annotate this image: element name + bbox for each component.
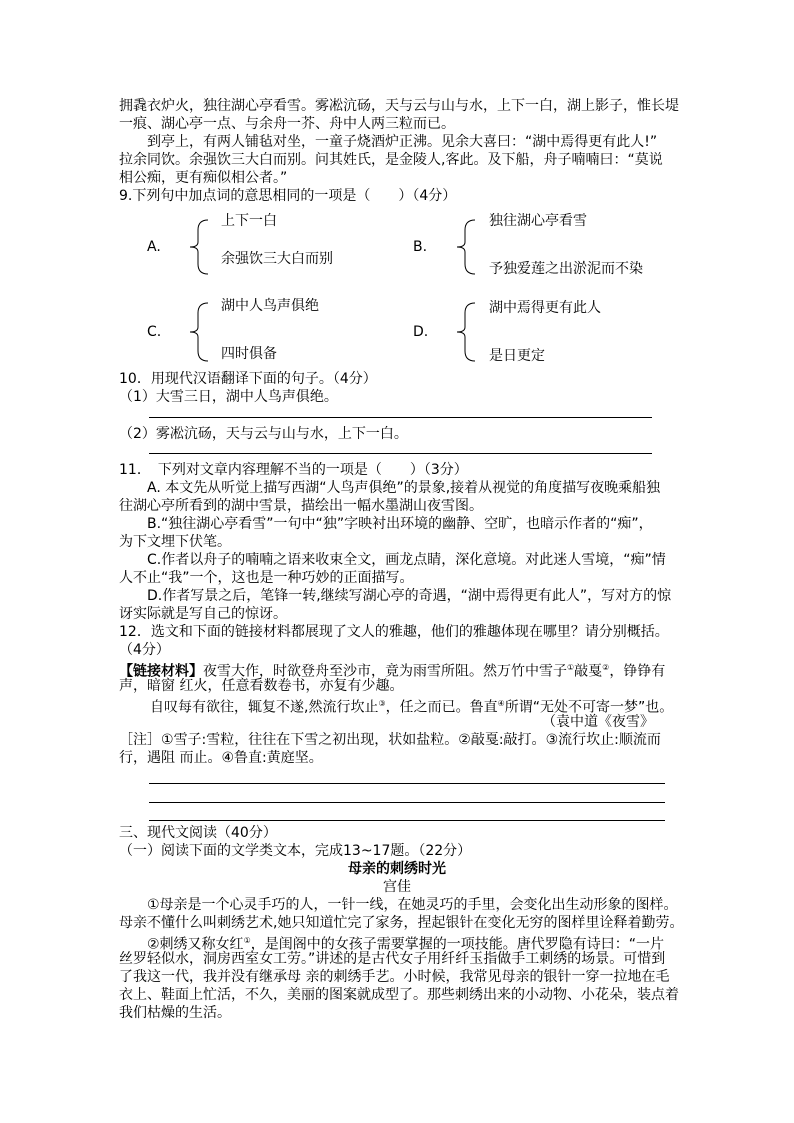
q12-material-line-2: 声，暗窗 红火，任意看数卷书，亦复有少趣。 (119, 678, 404, 694)
q11-option-d-line-2: 讶实际就是写自己的惊讶。 (119, 606, 287, 622)
brace-b (453, 218, 483, 276)
q12-stem-line-2: （4分） (119, 642, 170, 658)
q11-option-c-line-2: 人不止“我”一个，这也是一种巧妙的正面描写。 (119, 570, 414, 586)
note-marker: ② (458, 732, 471, 748)
passage-line-3: 到亭上，有两人铺毡对坐，一童子烧酒炉正沸。见余大喜曰：“湖中焉得更有此人!” (147, 134, 658, 150)
note-marker: ④ (497, 699, 505, 708)
article-text: ②刺绣又称女红 (147, 936, 244, 953)
note-marker: ① (161, 732, 174, 748)
article-text: ，是闺阁中的女孩子需要掌握的一项技能。唐代罗隐有诗曰：“一片 (250, 936, 664, 953)
material-text: 夜雪大作，时欲登舟至沙市，竟为雨雪所阻。然万竹中雪子 (203, 663, 567, 680)
answer-line[interactable] (149, 453, 652, 454)
brace-a (186, 218, 216, 276)
note-text: 流行坎止:顺流而 (558, 732, 661, 748)
q10-stem: 10．用现代汉语翻译下面的句子。（4分） (119, 371, 377, 387)
note-marker: ① (243, 936, 251, 945)
material-source: （袁中道《夜雪》 (542, 714, 654, 730)
q12-note-line-1 (119, 731, 661, 749)
q9-option-d-top: 湖中焉得更有此人 (489, 300, 601, 316)
section-heading: 三、现代文阅读（40分） (119, 825, 277, 841)
q9-option-a-bottom: 余强饮三大白而别 (221, 251, 333, 267)
article-author: 宫佳 (383, 879, 411, 895)
answer-line[interactable] (149, 783, 665, 784)
article-p1-line-2: 母亲不懂什么叫刺绣艺术,她只知道忙完了家务，捏起银针在变化无穷的图样里诠释着勤劳。 (119, 915, 684, 931)
note-marker: ③ (378, 699, 386, 708)
brace-d (453, 301, 483, 363)
q11-option-a-line-2: 往湖心亭所看到的湖中雪景，描绘出一幅水墨湖山夜雪图。 (119, 498, 483, 514)
article-p2-line-4: 衣上、鞋面上忙活，不久，美丽的图案就成型了。那些刺绣出来的小动物、小花朵，装点着 (119, 987, 679, 1003)
material-label: 【链接材料】 (119, 663, 203, 680)
answer-line[interactable] (149, 417, 652, 418)
q9-option-a-top: 上下一白 (221, 213, 277, 229)
passage-line-4: 拉余同饮。余强饮三大白而别。问其姓氏，是金陵人,客此。及下船，舟子喃喃曰：“莫说 (119, 152, 663, 168)
note-marker: ④ (221, 750, 235, 766)
note-marker: ③ (545, 732, 559, 748)
note-text: 鲁直:黄庭坚。 (234, 750, 323, 766)
q12-stem-line-1: 12．选文和下面的链接材料都展现了文人的雅趣，他们的雅趣体现在哪里？请分别概括。 (119, 624, 669, 640)
passage-line-1: 拥毳衣炉火，独往湖心亭看雪。雾凇沆砀，天与云与山与水，上下一白，湖上影子，惟长堤 (119, 98, 679, 114)
q9-option-d-label: D. (413, 324, 429, 340)
material-text: ，铮铮有 (609, 663, 666, 680)
note-label: ［注］ (119, 732, 161, 748)
q9-option-c-label: C. (147, 324, 162, 340)
answer-line[interactable] (149, 820, 665, 821)
q10-sentence-1: （1）大雪三日，湖中人鸟声俱绝。 (119, 389, 338, 405)
q11-option-d-line-1: D.作者写景之后，笔锋一转,继续写湖心亭的奇遇，“湖中焉得更有此人”，写对方的惊 (147, 588, 672, 604)
article-title: 母亲的刺绣时光 (348, 861, 446, 877)
q10-sentence-2: （2）雾凇沆砀，天与云与山与水，上下一白。 (119, 426, 408, 442)
material-text: 敲戛 (574, 663, 603, 680)
q9-option-c-bottom: 四时俱备 (221, 346, 277, 362)
material-text: 所谓“无处不可寄一梦”也。 (504, 699, 674, 716)
answer-line[interactable] (149, 802, 665, 803)
passage-line-2: 一痕、湖心亭一点、与余舟一芥、舟中人两三粒而已。 (119, 116, 455, 132)
q11-option-a-line-1: A. 本文先从听觉上描写西湖“人鸟声俱绝”的景象,接着从视觉的角度描写夜晚乘船独 (147, 480, 661, 496)
note-marker: ② (602, 663, 610, 672)
passage-line-5: 相公痴，更有痴似相公者。” (119, 170, 288, 186)
q11-option-c-line-1: C.作者以舟子的喃喃之语来收束全文，画龙点睛，深化意境。对此迷人雪境，“痴”情 (147, 552, 666, 568)
q9-option-b-label: B. (413, 239, 428, 255)
article-p2-line-5: 我们枯燥的生活。 (119, 1005, 231, 1021)
article-p2-line-3: 了我这一代，我并没有继承母 亲的刺绣手艺。小时候，我常见母亲的银针一穿一拉地在毛 (119, 969, 670, 985)
q9-option-c-top: 湖中人鸟声俱绝 (221, 298, 319, 314)
q9-option-b-top: 独往湖心亭看雪 (489, 213, 587, 229)
q9-option-a-label: A. (147, 239, 161, 255)
article-p2-line-2: 丝罗轻似水，洞房西室女工劳。”讲述的是古代女子用纤纤玉指做手工刺绣的场景。可惜到 (119, 951, 666, 967)
material-text: 自叹每有欲往，辄复不遂,然流行坎止 (150, 699, 379, 716)
note-text: 敲戛:敲打。 (470, 732, 546, 748)
brace-c (186, 301, 216, 363)
note-text: 行，遇阻 而止。 (119, 750, 222, 766)
q9-stem: 9.下列句中加点词的意思相同的一项是（ ）（4分） (119, 188, 457, 204)
q12-note-line-2 (119, 749, 323, 767)
note-text: 雪子:雪粒，往往在下雪之初出现，状如盐粒。 (173, 732, 459, 748)
q11-stem: 11． 下列对文章内容理解不当的一项是（ ）（3分） (119, 462, 468, 478)
q11-option-b-line-1: B.“独往湖心亭看雪”一句中“独”字映衬出环境的幽静、空旷，也暗示作者的“痴”， (147, 516, 653, 532)
section-subheading: （一）阅读下面的文学类文本，完成13~17题。（22分） (119, 843, 472, 859)
note-marker: ① (567, 663, 575, 672)
q11-option-b-line-2: 为下文埋下伏笔。 (119, 534, 231, 550)
q9-option-b-bottom: 予独爱莲之出淤泥而不染 (489, 261, 643, 277)
article-p1-line-1: ①母亲是一个心灵手巧的人，一针一线，在她灵巧的手里，会变化出生动形象的图样。 (147, 897, 678, 913)
q9-option-d-bottom: 是日更定 (489, 348, 545, 364)
material-text: ，任之而已。鲁直 (385, 699, 498, 716)
